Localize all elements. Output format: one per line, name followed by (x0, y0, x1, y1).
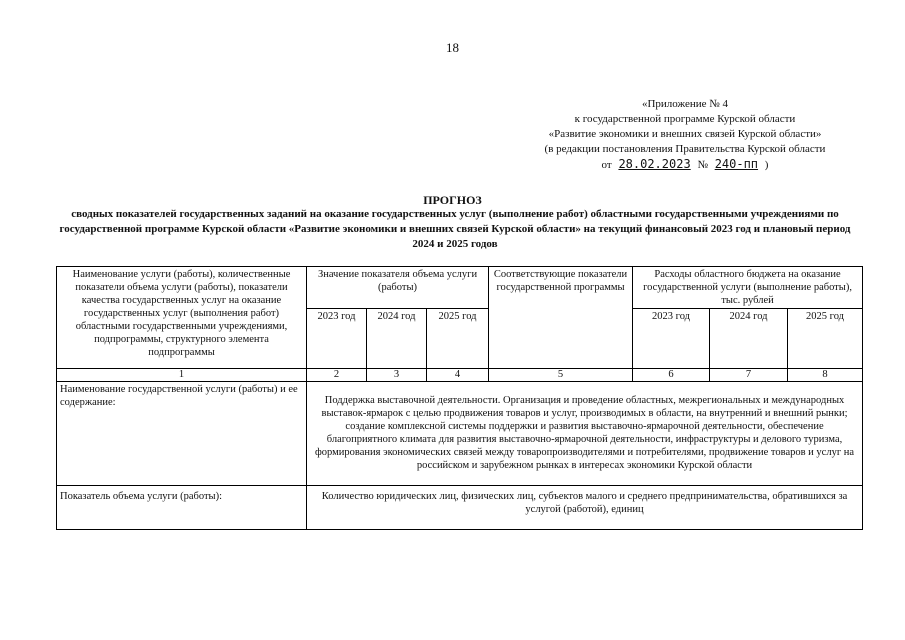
annex-line-2: к государственной программе Курской области (574, 113, 796, 125)
page-number: 18 (446, 40, 459, 55)
header-program-indicators: Соответствующие показатели государственной программы (489, 267, 633, 369)
number-prefix: № (697, 159, 708, 171)
column-number: 3 (367, 369, 427, 382)
column-number: 5 (489, 369, 633, 382)
document-subtitle: сводных показателей государственных заданий на оказание государственных услуг (выполнение работ) областными государственными учреждениями по государственной программе Курской области «Развитие экономики и внешних связей Курской области» на текущий финансовый 2023 год и плановый период 2024 и 2025 годов (59, 208, 851, 250)
row-label-volume-indicator: Показатель объема услуги (работы): (57, 486, 307, 530)
header-service-name: Наименование услуги (работы), количественные показатели объема услуги (работы), показатели качества государственных услуг на оказание государственных услуг (выполнения работ) областными государственными учреждениями, подпрограммы, структурного элемента подпрограммы (57, 267, 307, 369)
row-content-volume-indicator: Количество юридических лиц, физических лиц, субъектов малого и среднего предпринимательства, обратившихся за услугой (работой), единиц (307, 486, 863, 530)
handwritten-number: 240-пп (714, 157, 759, 171)
handwritten-date: 28.02.2023 (618, 157, 691, 171)
table-row (57, 382, 863, 486)
annex-date-line (520, 157, 850, 173)
column-number: 2 (307, 369, 367, 382)
annex-block (520, 97, 850, 173)
date-prefix: от (601, 159, 612, 171)
column-number: 6 (633, 369, 710, 382)
header-volume-year-2025: 2025 год (427, 309, 489, 369)
row-label-service-name: Наименование государственной услуги (работы) и ее содержание: (57, 382, 307, 486)
header-budget-year-2023: 2023 год (633, 309, 710, 369)
header-budget-year-2025: 2025 год (788, 309, 863, 369)
document-title: ПРОГНОЗ (423, 193, 482, 207)
header-volume: Значение показателя объема услуги (работы) (307, 267, 489, 309)
forecast-table (56, 266, 863, 530)
header-budget: Расходы областного бюджета на оказание государственной услуги (выполнение работы), тыс. рублей (633, 267, 863, 309)
table-row (57, 486, 863, 530)
annex-line-3: «Развитие экономики и внешних связей Курской области» (548, 128, 822, 140)
header-volume-year-2023: 2023 год (307, 309, 367, 369)
header-budget-year-2024: 2024 год (710, 309, 788, 369)
column-number: 4 (427, 369, 489, 382)
row-content-service-description: Поддержка выставочной деятельности. Организация и проведение областных, межрегиональных и международных выставок-ярмарок с целью продвижения товаров и услуг, производимых в области, на внутренний и внешний рынки; создание комплексной системы поддержки и развития выставочно-ярмарочной деятельности, обеспечение благоприятного климата для развития выставочно-ярмарочной деятельности, инфраструктуры и делового туризма, формирования экономических связей между товаропроизводителями и потребителями, продвижение товаров и услуг на российском и зарубежном рынках в интересах экономики Курской области (307, 382, 863, 486)
annex-line-1: «Приложение № 4 (641, 98, 729, 110)
column-number: 8 (788, 369, 863, 382)
column-number: 1 (57, 369, 307, 382)
column-number: 7 (710, 369, 788, 382)
annex-line-4: (в редакции постановления Правительства Курской области (544, 143, 826, 155)
date-suffix: ) (764, 159, 769, 171)
header-volume-year-2024: 2024 год (367, 309, 427, 369)
